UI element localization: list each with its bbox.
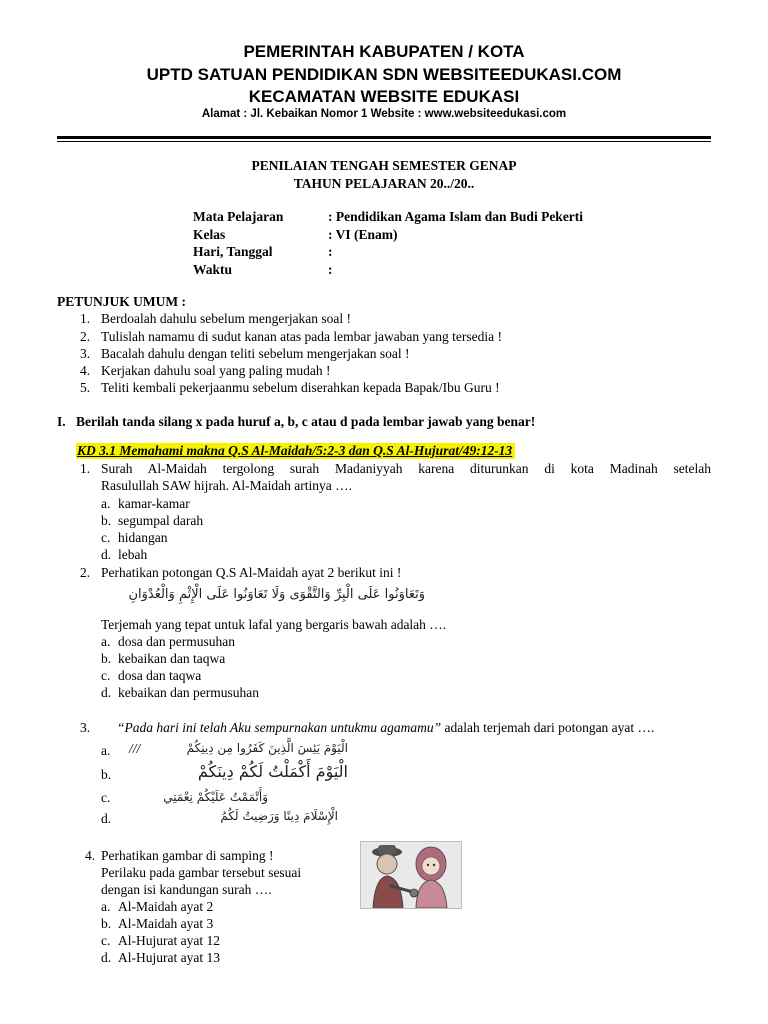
arabic-option-b: الْيَوْمَ أَكْمَلْتُ لَكُمْ دِينَكُمْ bbox=[197, 762, 348, 781]
question-text bbox=[117, 720, 654, 736]
question-number: 4. bbox=[85, 848, 96, 863]
letterhead-line-2: UPTD SATUAN PENDIDIKAN SDN WEBSITEEDUKASI.COM bbox=[146, 65, 622, 84]
question-text: dengan isi kandungan surah …. bbox=[101, 882, 272, 897]
instruction-number: 4. bbox=[80, 363, 91, 378]
question-quote: “Pada hari ini telah Aku sempurnakan untukmu agamamu” bbox=[117, 720, 442, 735]
option-text: dosa dan taqwa bbox=[118, 668, 202, 683]
option-text: segumpal darah bbox=[118, 513, 204, 528]
letterhead-line-3: KECAMATAN WEBSITE EDUKASI bbox=[248, 87, 520, 106]
option-letter: b. bbox=[101, 767, 112, 782]
option-text: kebaikan dan permusuhan bbox=[118, 685, 259, 700]
kd-heading: KD 3.1 Memahami makna Q.S Al-Maidah/5:2-3 dan Q.S Al-Hujurat/49:12-13 bbox=[76, 443, 515, 459]
letterhead-line-1: PEMERINTAH KABUPATEN / KOTA bbox=[243, 42, 525, 61]
option-text: Al-Maidah ayat 2 bbox=[118, 899, 214, 914]
instruction-number: 2. bbox=[80, 329, 91, 344]
info-value-date: : bbox=[328, 244, 333, 259]
exam-year: TAHUN PELAJARAN 20../20.. bbox=[293, 176, 475, 191]
option-text: Al-Hujurat ayat 13 bbox=[118, 950, 220, 965]
question-text: Perhatikan potongan Q.S Al-Maidah ayat 2 berikut ini ! bbox=[101, 565, 402, 580]
option-letter: a. bbox=[101, 743, 111, 758]
letterhead-divider-thick bbox=[57, 136, 711, 139]
option-text: kebaikan dan taqwa bbox=[118, 651, 226, 666]
option-letter: d. bbox=[101, 950, 112, 965]
info-value-class: : VI (Enam) bbox=[328, 227, 398, 242]
option-letter: b. bbox=[101, 916, 112, 931]
option-letter: a. bbox=[101, 496, 111, 511]
info-label-subject: Mata Pelajaran bbox=[193, 209, 284, 224]
option-text: Al-Maidah ayat 3 bbox=[118, 916, 214, 931]
question-text: Perhatikan gambar di samping ! bbox=[101, 848, 274, 863]
option-letter: c. bbox=[101, 790, 111, 805]
question-number: 2. bbox=[80, 565, 91, 580]
option-letter: c. bbox=[101, 668, 111, 683]
arabic-option-a: الْيَوْمَ يَئِسَ الَّذِينَ كَفَرُوا مِن دِينِكُمْ bbox=[186, 741, 348, 755]
arabic-option-c: وَأَتْمَمْتُ عَلَيْكُمْ نِعْمَتِي bbox=[163, 790, 268, 804]
answer-mark: /// bbox=[129, 741, 141, 756]
info-label-time: Waktu bbox=[193, 262, 233, 277]
instruction-item: Berdoalah dahulu sebelum mengerjakan soal ! bbox=[101, 311, 352, 326]
info-label-date: Hari, Tanggal bbox=[193, 244, 273, 259]
exam-title: PENILAIAN TENGAH SEMESTER GENAP bbox=[251, 158, 517, 173]
instruction-item: Bacalah dahulu dengan teliti sebelum mengerjakan soal ! bbox=[101, 346, 410, 361]
question-text-rest: adalah terjemah dari potongan ayat …. bbox=[441, 720, 655, 735]
instruction-number: 1. bbox=[80, 311, 91, 326]
option-letter: a. bbox=[101, 899, 111, 914]
letterhead-address: Alamat : Jl. Kebaikan Nomor 1 Website : www.websiteedukasi.com bbox=[201, 108, 567, 120]
letterhead-divider-thin bbox=[57, 141, 711, 142]
option-letter: b. bbox=[101, 651, 112, 666]
question-number: 3. bbox=[80, 720, 91, 735]
instruction-item: Teliti kembali pekerjaanmu sebelum diserahkan kepada Bapak/Ibu Guru ! bbox=[101, 380, 500, 395]
option-text: kamar-kamar bbox=[118, 496, 190, 511]
option-letter: b. bbox=[101, 513, 112, 528]
info-value-subject: : Pendidikan Agama Islam dan Budi Pekerti bbox=[328, 209, 584, 224]
instructions-heading: PETUNJUK UMUM : bbox=[57, 294, 186, 309]
option-letter: d. bbox=[101, 811, 112, 826]
option-text: lebah bbox=[118, 547, 148, 562]
question-text: Terjemah yang tepat untuk lafal yang bergaris bawah adalah …. bbox=[101, 617, 447, 632]
option-text: dosa dan permusuhan bbox=[118, 634, 235, 649]
instruction-number: 5. bbox=[80, 380, 91, 395]
instruction-item: Tulislah namamu di sudut kanan atas pada lembar jawaban yang tersedia ! bbox=[101, 329, 503, 344]
info-value-time: : bbox=[328, 262, 333, 277]
option-text: hidangan bbox=[118, 530, 168, 545]
arabic-verse: وَتَعَاوَنُوا عَلَى الْبِرِّ وَالتَّقْوَى وَلَا تَعَاوَنُوا عَلَى الْإِثْمِ وَالْعُدْوَانِ bbox=[128, 587, 425, 602]
question-illustration bbox=[360, 841, 462, 909]
option-letter: d. bbox=[101, 685, 112, 700]
option-letter: c. bbox=[101, 933, 111, 948]
question-number: 1. bbox=[80, 461, 91, 476]
question-text: Rasulullah SAW hijrah. Al-Maidah artinya …. bbox=[101, 478, 353, 493]
question-text: Surah Al-Maidah tergolong surah Madaniyyah karena diturunkan di kota Madinah setelah bbox=[101, 461, 711, 476]
instruction-item: Kerjakan dahulu soal yang paling mudah ! bbox=[101, 363, 331, 378]
arabic-option-d: الْإِسْلَامَ دِينًا وَرَضِيتُ لَكُمُ bbox=[220, 809, 338, 823]
instruction-number: 3. bbox=[80, 346, 91, 361]
section-instruction: Berilah tanda silang x pada huruf a, b, c atau d pada lembar jawab yang benar! bbox=[76, 414, 536, 429]
option-letter: d. bbox=[101, 547, 112, 562]
option-text: Al-Hujurat ayat 12 bbox=[118, 933, 220, 948]
illustration-image bbox=[361, 842, 461, 908]
question-text: Perilaku pada gambar tersebut sesuai bbox=[101, 865, 302, 880]
section-numeral: I. bbox=[57, 414, 66, 429]
option-letter: a. bbox=[101, 634, 111, 649]
option-letter: c. bbox=[101, 530, 111, 545]
info-label-class: Kelas bbox=[193, 227, 226, 242]
